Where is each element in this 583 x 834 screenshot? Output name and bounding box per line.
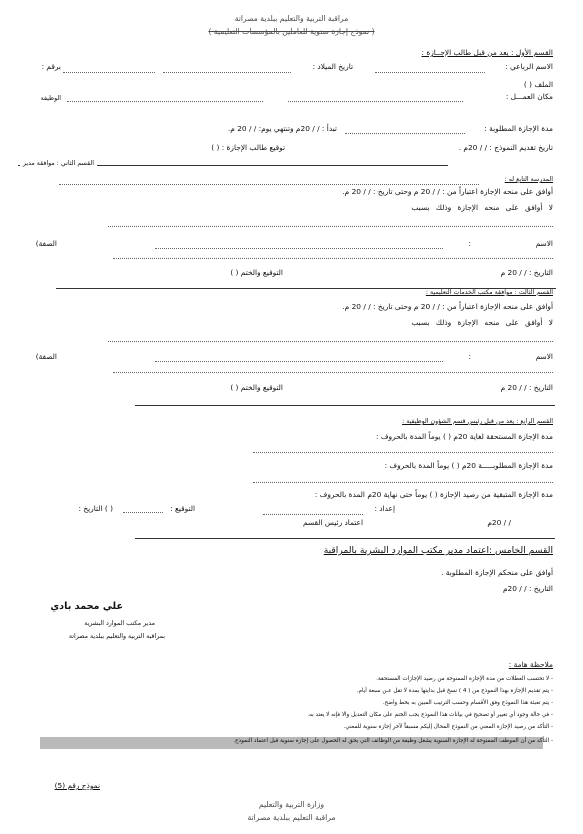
duration-label: مدة الإجازة المطلوبة : [484, 124, 553, 133]
number-label: برقم : [41, 62, 61, 71]
signature-field[interactable] [123, 512, 163, 513]
footer-line-2: مراقبة التعليم ببلدية مصراتة [247, 813, 336, 822]
section3-capacity-label: الصفة) [35, 352, 57, 361]
section2-colon: : [468, 239, 471, 248]
due-leave-words-field[interactable] [253, 452, 553, 453]
signatory-title-1: مدير مكتب الموارد البشرية [84, 620, 155, 627]
section2-extra-line[interactable] [113, 258, 553, 259]
file-label: الملف ( ) [523, 80, 553, 89]
school-field[interactable] [59, 184, 479, 185]
number-field[interactable] [63, 72, 155, 73]
job-label: الوظيفة [40, 95, 61, 102]
section4-date: / / 20م [487, 518, 511, 527]
section5-title: القسم الخامس :اعتماد مدير مكتب الموارد البشرية بالمراقبة [323, 545, 553, 556]
footer-line-1: وزارة التربية والتعليم [258, 800, 325, 809]
section2-date: التاريخ : / / 20 م [500, 268, 553, 277]
section3-reason-field[interactable] [108, 341, 553, 342]
note-item-highlighted: - التأكد من أن الموظف الممنوحة له الإجازة السنوية يشغل وظيفة من الوظائف التي يحق له الحصول على إجازة سنوية قبل اعتماد النموذج. [233, 738, 553, 744]
note-item: - التأكد من رصيد الإجازة المعني من النموذج المحال إليكم مسبقاً لآخر إجازة سنوية للمعني. [343, 724, 553, 730]
note-item: - لا تحتسب العطلات من مدة الإجازة الممنوحة من رصيد الإجازات المستحقة. [376, 676, 553, 682]
section2-reason-field[interactable] [108, 226, 553, 227]
submit-date: تاريخ تقديم النموذج : / / 20م . [458, 143, 553, 152]
duration-field[interactable] [345, 133, 465, 134]
section4-title: القسم الرابع : يعد من قبل رئيس قسم الشؤون الوظيفية : [402, 418, 553, 425]
header-line-2: ( نموذج إجازة سنوية للعاملين بالمؤسسات التعليمية ) [208, 27, 375, 36]
section3-approve: أوافق على منحه الإجازة اعتباراً من : / / 20 م وحتى تاريخ : / / 20 م. [342, 302, 553, 311]
signature-label: التوقيع : [170, 504, 195, 513]
section4-date-label: ( ) التاريخ : [78, 504, 113, 513]
head-approval: اعتماد رئيس القسم [302, 518, 363, 527]
full-name-field[interactable] [375, 72, 485, 73]
prepared-by-label: إعداد : [374, 504, 395, 513]
due-leave-label: مدة الإجازة المستحقة لغاية 20م ( ) يوماً المدة بالحروف : [376, 432, 553, 441]
note-item: - يتم تقديم الإجازة بهذا النموذج من ( 4 ) نسخ قبل بدايتها بمدة لا تقل عـن سبعة أيام. [356, 688, 553, 694]
birth-date-field[interactable] [163, 72, 291, 73]
school-label: المدرسة التابع له : [504, 176, 553, 183]
section3-not-approve: لا أوافق على منحه الإجازة وذلك بسبب [411, 318, 553, 327]
section2-not-approve: لا أوافق على منحه الإجازة وذلك بسبب [411, 203, 553, 212]
section2-title: القسم الثاني : موافقة مدير [20, 160, 97, 167]
section3-extra-line[interactable] [113, 372, 553, 373]
prepared-by-field[interactable] [263, 514, 363, 515]
section3-sign-stamp: التوقيع والختم ( ) [230, 383, 283, 392]
section1-title: القسم الأول : يعد من قبل طالب الإجــازة : [421, 48, 553, 57]
section-divider [135, 538, 555, 539]
applicant-signature: توقيع طالب الإجازة : ( ) [211, 143, 285, 152]
form-number: نموذج رقم (5) [54, 781, 100, 790]
section3-date: التاريخ : / / 20 م [500, 383, 553, 392]
note-item: - يتم تعبئة هذا النموذج وفق الأقسام وحسب الترتيب المبين به بخط واضح. [382, 700, 553, 706]
section3-colon: : [468, 352, 471, 361]
section5-date: التاريخ : / / 20م [502, 584, 553, 593]
requested-leave-label: مدة الإجازة المطلوبـــــة 20م ( ) يوماً المدة بالحروف : [384, 461, 553, 470]
requested-leave-words-field[interactable] [253, 482, 553, 483]
section2-sign-stamp: التوقيع والختم ( ) [230, 268, 283, 277]
section3-name-field[interactable] [155, 361, 443, 362]
remaining-leave-label: مدة الإجازة المتبقية من رصيد الإجازة ( ) يوماً حتى نهاية 20م المدة بالحروف : [314, 490, 553, 499]
notes-title: ملاحظة هامة : [508, 660, 553, 669]
section3-title: القسم الثالث : موافقة مكتب الخدمات التعليمية : [425, 289, 553, 296]
section2-name-label: الاسم [535, 239, 553, 248]
header-line-1: مراقبة التربية والتعليم ببلدية مصراتة [234, 14, 349, 23]
work-place-field[interactable] [288, 101, 463, 102]
job-field[interactable] [67, 101, 263, 102]
work-place-label: مكان العمـــل : [505, 92, 553, 101]
section5-approve: أوافق على منحكم الإجازة المطلوبة . [441, 568, 553, 577]
start-end-dates: تبدأ : / / 20م وتنتهي يوم: / / 20 م. [227, 124, 337, 133]
signatory-title-2: بمراقبة التربية والتعليم ببلدية مصراتة [68, 633, 165, 640]
full-name-label: الاسم الرباعي : [505, 62, 553, 71]
section2-approve: أوافق على منحه الإجازة اعتباراً من : / / 20 م وحتى تاريخ : / / 20 م. [342, 187, 553, 196]
section2-capacity-label: الصفة) [35, 239, 57, 248]
section3-name-label: الاسم [535, 352, 553, 361]
note-item: - في حالة وجود أي تغيير أو تصحيح في بيانات هذا النموذج يجب الختم على مكان التعديل والا فإنه لا يعتد به. [307, 712, 553, 718]
birth-date-label: تاريخ الميلاد : [312, 62, 353, 71]
signatory-name: علي محمد بادي [50, 601, 123, 612]
section-divider [135, 405, 555, 406]
section2-name-field[interactable] [155, 248, 443, 249]
